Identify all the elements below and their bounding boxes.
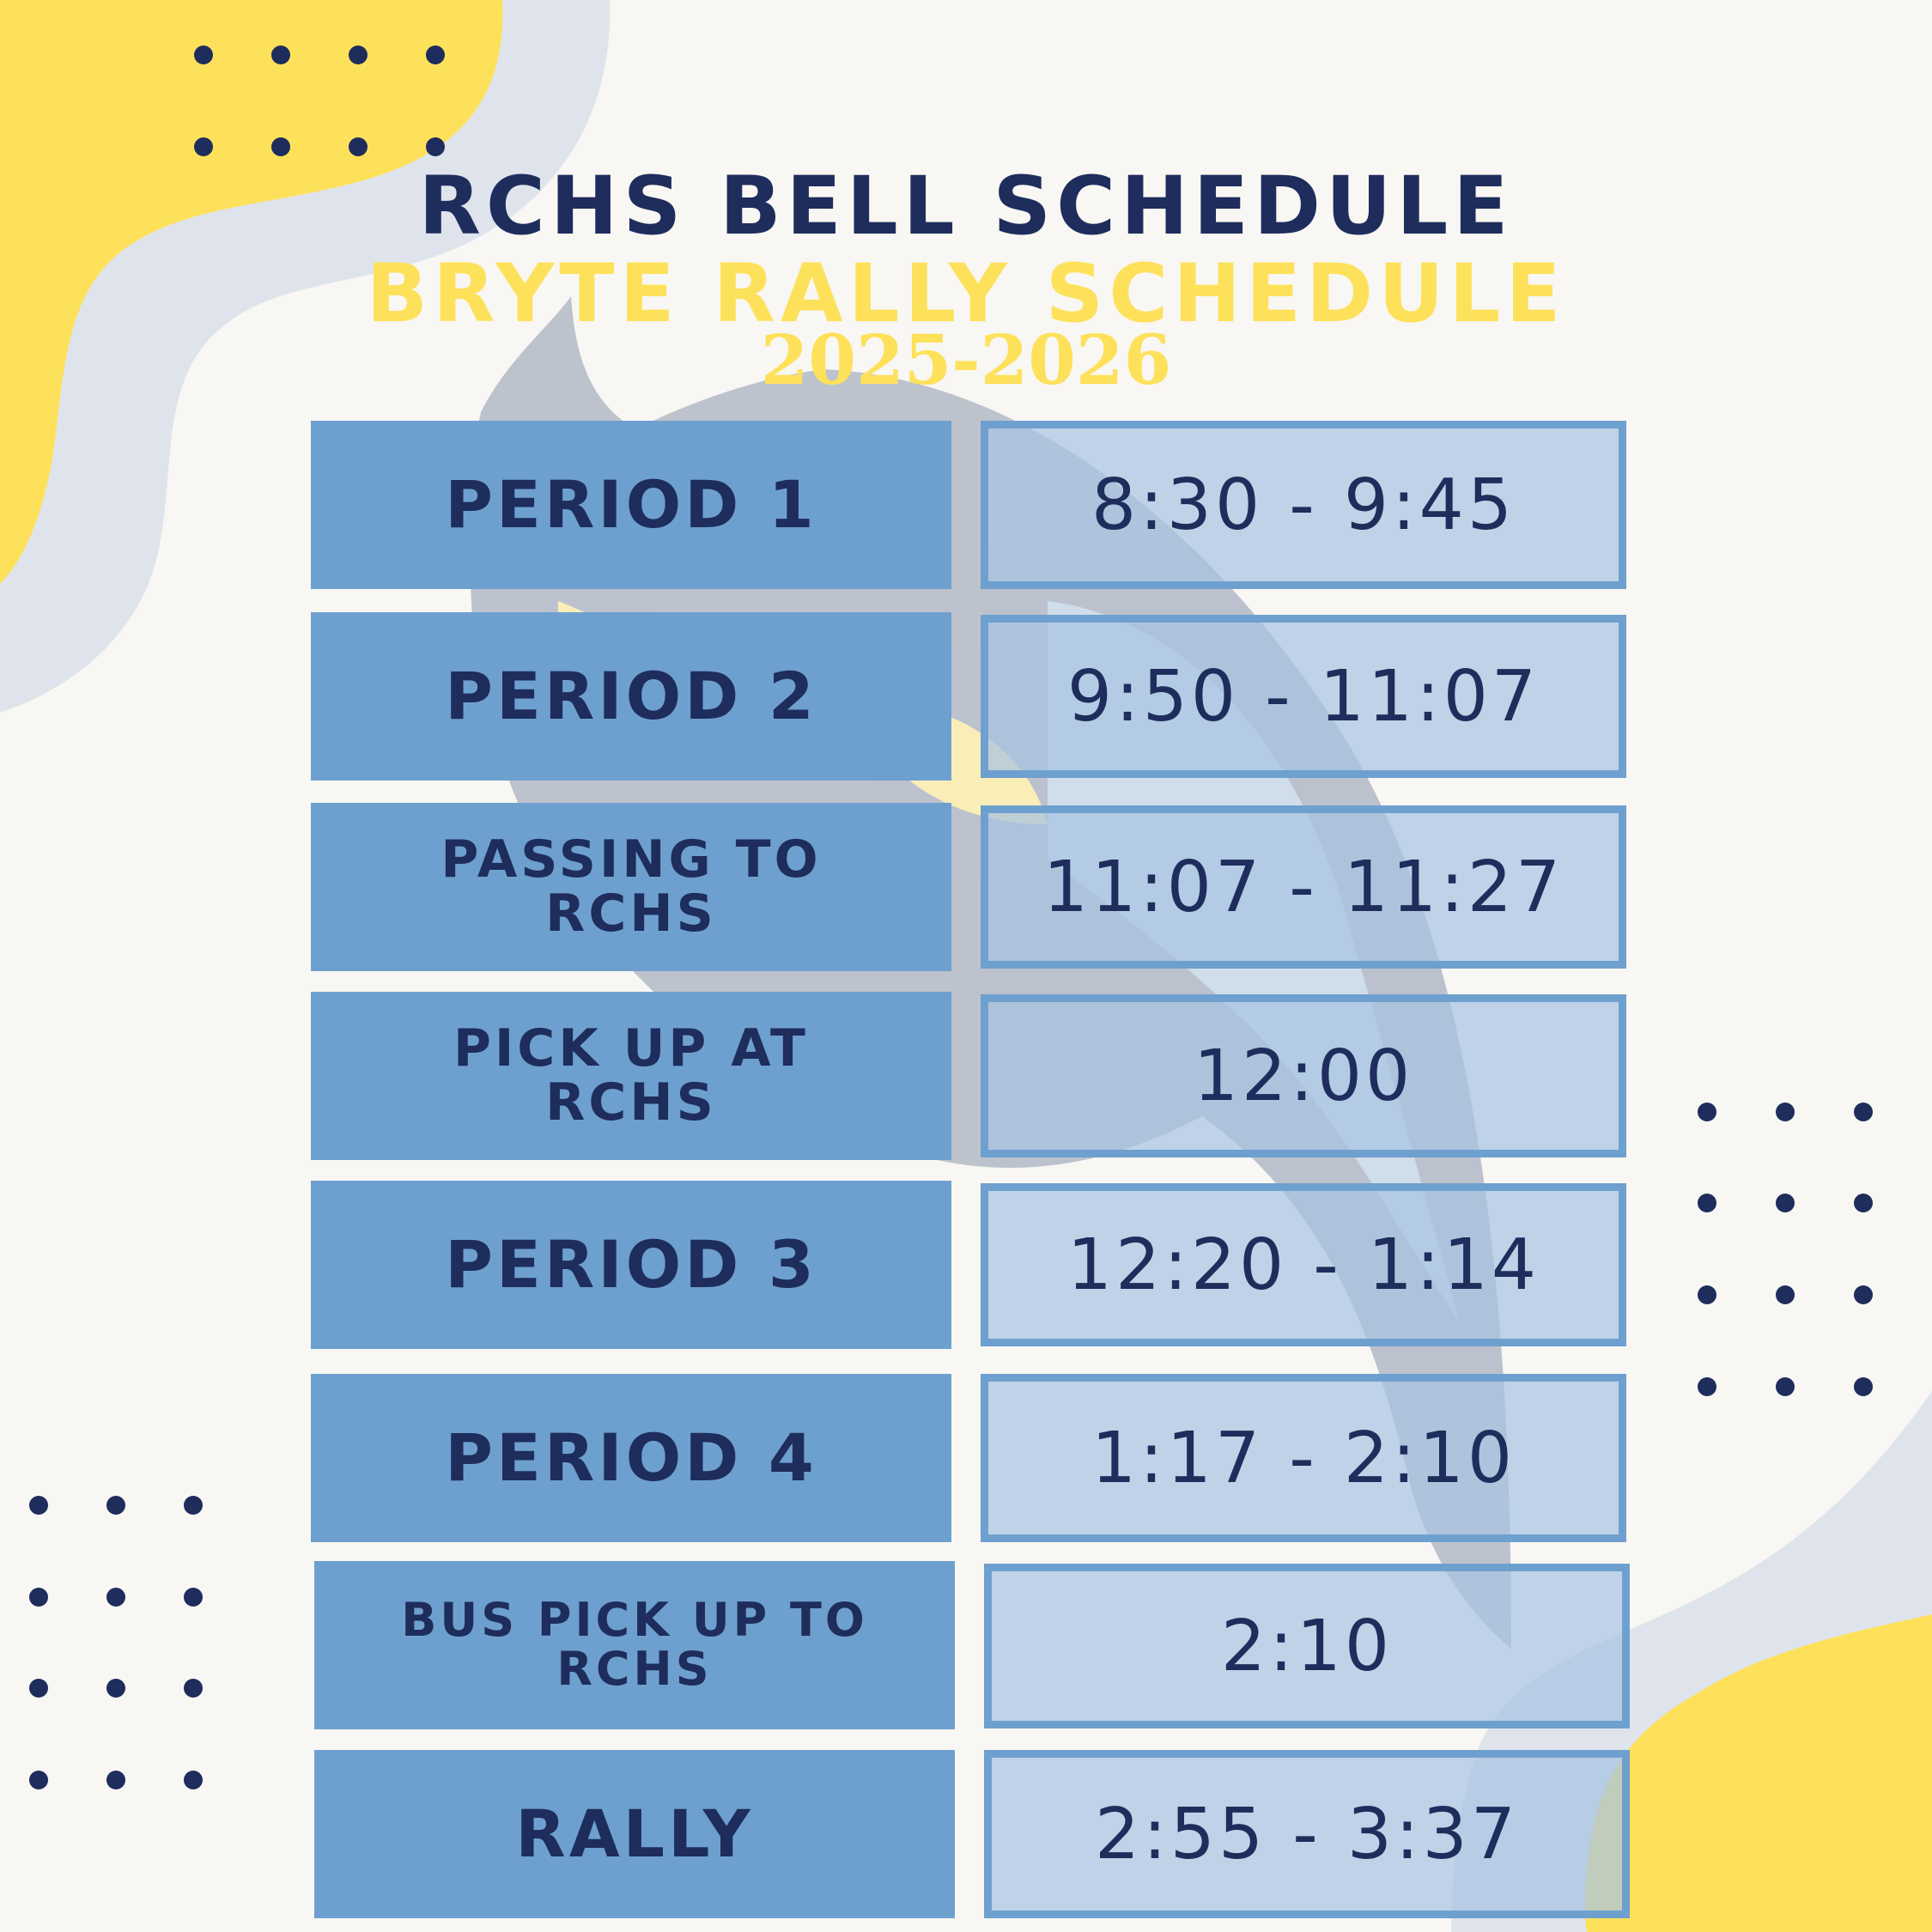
period-label: PERIOD 2: [311, 612, 951, 781]
period-time: 11:07 - 11:27: [981, 805, 1626, 969]
period-time: 9:50 - 11:07: [981, 615, 1626, 778]
schedule-subtitle: BRYTE RALLY SCHEDULE: [366, 247, 1566, 341]
dot-grid-bottom-left: [29, 1496, 203, 1789]
period-label: PICK UP AT RCHS: [311, 992, 951, 1160]
period-label: PERIOD 4: [311, 1374, 951, 1542]
period-label: RALLY: [314, 1750, 955, 1918]
period-time: 8:30 - 9:45: [981, 421, 1626, 589]
school-year: 2025-2026: [760, 319, 1172, 400]
page-title: RCHS BELL SCHEDULE: [418, 160, 1514, 253]
period-time: 2:55 - 3:37: [984, 1750, 1630, 1918]
period-time: 12:20 - 1:14: [981, 1183, 1626, 1346]
period-label: PERIOD 1: [311, 421, 951, 589]
period-label: PASSING TO RCHS: [311, 803, 951, 971]
period-time: 12:00: [981, 994, 1626, 1157]
dot-grid-right: [1698, 1103, 1873, 1396]
period-label: PERIOD 3: [311, 1181, 951, 1349]
period-label: BUS PICK UP TO RCHS: [314, 1561, 955, 1729]
period-time: 2:10: [984, 1564, 1630, 1728]
period-time: 1:17 - 2:10: [981, 1374, 1626, 1542]
